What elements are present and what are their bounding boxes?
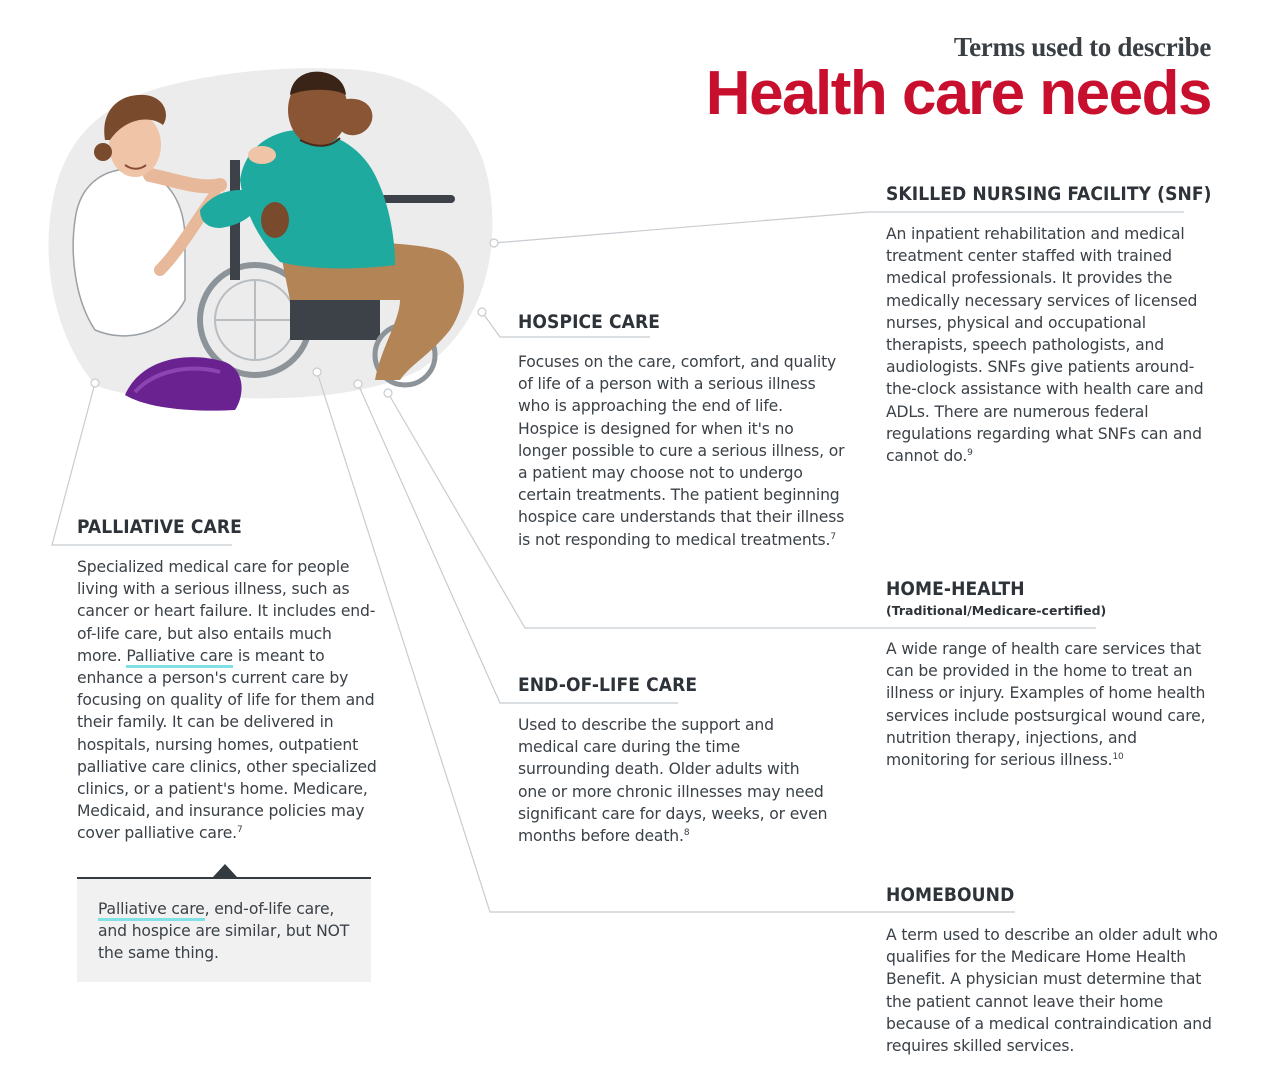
end-of-life-title: END-OF-LIFE CARE	[518, 674, 698, 696]
palliative-highlight: Palliative care	[126, 647, 233, 668]
palliative-description-before: Specialized medical care for people living with a serious illness, such as cancer or heart failure. It includes end-of-life care, but also entails much more.	[77, 558, 376, 665]
snf-description-text: An inpatient rehabilitation and medical treatment center staffed with trained medical professionals. It provides the medically necessary services of licensed nurses, physical and occupational therapists, speech pathologists, and audiologists. SNFs give patients around-the-clock assistance with health care and ADLs. There are numerous federal regulations regarding what SNFs can and cannot do.	[886, 225, 1204, 466]
end-of-life-footnote: 8	[683, 827, 690, 838]
snf-title: SKILLED NURSING FACILITY (SNF)	[886, 183, 1212, 205]
page-title: Health care needs	[705, 59, 1211, 128]
palliative-footnote: 7	[237, 825, 243, 836]
palliative-title: PALLIATIVE CARE	[77, 516, 242, 538]
home-health-footnote: 10	[1112, 751, 1124, 762]
homebound-description: A term used to describe an older adult who qualifies for the Medicare Home Health Benefit. A physician must determine that the patient cannot leave their home because of a medical contraindication and requires skilled services.	[886, 926, 1218, 1056]
snf-footnote: 9	[967, 447, 973, 458]
palliative-description-after: is meant to enhance a person's current care by focusing on quality of life for them and their family. It can be delivered in hospitals, nursing homes, outpatient palliative care clinics, other specialized clinics, or a patient's home. Medicare, Medicaid, and insurance policies may cover palliative care.	[77, 646, 377, 843]
note-body: , end-of-life care, and hospice are similar, but NOT the same thing.	[98, 900, 350, 963]
home-health-title: HOME-HEALTH	[886, 578, 1025, 600]
header-pretitle: Terms used to describe	[953, 32, 1211, 62]
note-text	[98, 898, 360, 965]
end-of-life-description	[518, 714, 830, 847]
home-health-subtitle: (Traditional/Medicare-certified)	[886, 603, 1107, 618]
snf-description	[886, 223, 1208, 467]
homebound-title: HOMEBOUND	[886, 884, 1015, 906]
palliative-description	[77, 556, 377, 845]
hospice-description	[518, 351, 846, 551]
home-health-description	[886, 638, 1211, 771]
end-of-life-description-text: Used to describe the support and medical care during the time surrounding death. Older adults with one or more chronic illnesses may need significant care for days, weeks, or even months before death.	[518, 716, 828, 846]
hospice-title: HOSPICE CARE	[518, 311, 661, 333]
note-highlight: Palliative care	[98, 900, 205, 921]
note-pointer-arrow	[213, 864, 237, 877]
hospice-description-text: Focuses on the care, comfort, and quality of life of a person with a serious illness who is approaching the end of life. Hospice is designed for when it's no longer possible to cure a serious illness, or a patient may choose not to undergo certain treatments. The patient beginning hospice care understands that their illness is not responding to medical treatments.	[518, 353, 845, 549]
home-health-description-text: A wide range of health care services that can be provided in the home to treat an illness or injury. Examples of home health services include postsurgical wound care, nutrition therapy, injections, and monitoring for serious illness.	[886, 640, 1206, 770]
hospice-footnote: 7	[830, 531, 836, 542]
